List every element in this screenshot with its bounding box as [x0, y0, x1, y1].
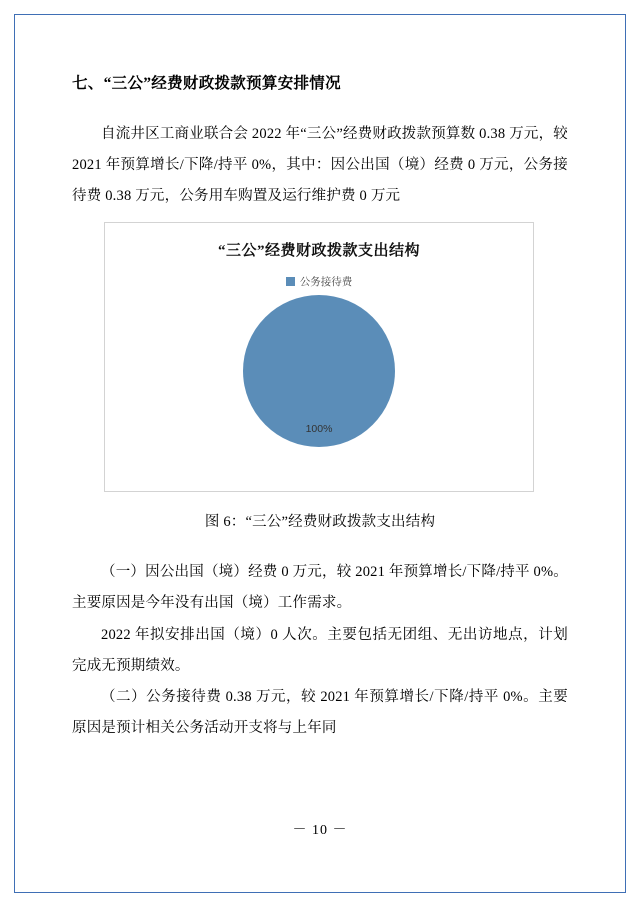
section-heading: 七、“三公”经费财政拨款预算安排情况 [72, 75, 341, 92]
paragraph-3: （二）公务接待费 0.38 万元，较 2021 年预算增长/下降/持平 0%。主要原因是预计相关公务活动开支将与上年同 [72, 689, 568, 737]
page-content [72, 72, 568, 744]
pie-chart-figure [104, 222, 534, 492]
pie-slice-data-label: 100% [305, 423, 333, 436]
intro-paragraph: 自流井区工商业联合会 2022 年“三公”经费财政拨款预算数 0.38 万元，较 2021 年预算增长/下降/持平 0%，其中：因公出国（境）经费 0 万元，公务接待费 0.38 万元，公务用车购置及运行维护费 0 万元 [72, 125, 568, 205]
pie-plot-area [105, 295, 533, 455]
chart-title: “三公”经费财政拨款支出结构 [217, 243, 420, 260]
paragraph-2: 2022 年拟安排出国（境）0 人次。主要包括无团组、无出访地点，计划完成无预期绩效。 [72, 626, 568, 674]
legend-color-swatch [286, 277, 295, 286]
page-number: － 10 － [292, 823, 348, 838]
legend-label: 公务接待费 [299, 276, 353, 289]
chart-legend [105, 274, 533, 289]
body-paragraphs [72, 557, 568, 744]
figure-caption: 图 6：“三公”经费财政拨款支出结构 [204, 514, 436, 531]
paragraph-1: （一）因公出国（境）经费 0 万元，较 2021 年预算增长/下降/持平 0%。主要原因是今年没有出国（境）工作需求。 [72, 564, 568, 612]
